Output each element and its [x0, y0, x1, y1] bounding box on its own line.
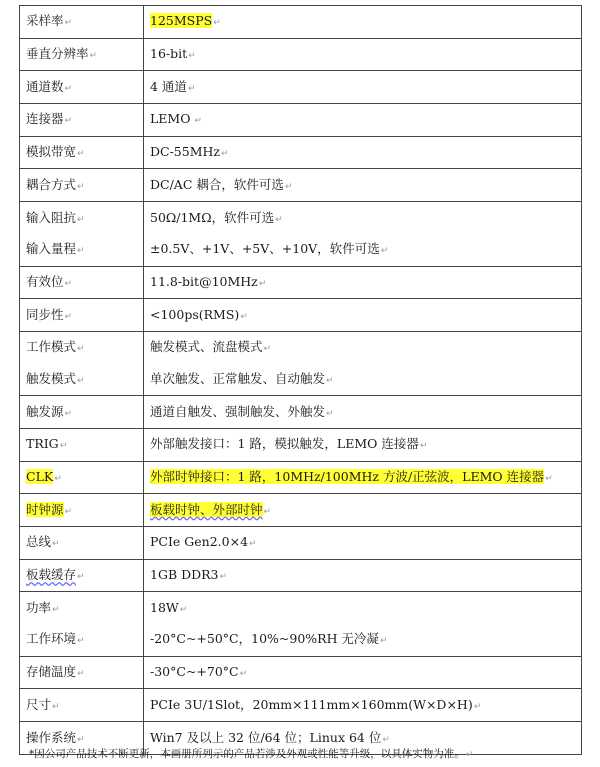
highlighted-text: 125MSPS	[150, 13, 213, 29]
row-label: 连接器↵	[20, 104, 144, 137]
row-label: 尺寸↵	[20, 689, 144, 722]
row-value: 50Ω/1MΩ，软件可选↵	[144, 202, 582, 234]
table-row	[20, 104, 582, 137]
row-label: 工作环境↵	[20, 624, 144, 656]
row-value: 16-bit↵	[144, 38, 582, 71]
row-label: 垂直分辨率↵	[20, 38, 144, 71]
table-row	[20, 331, 582, 363]
row-value: LEMO ↵	[144, 104, 582, 137]
row-value: PCIe Gen2.0×4↵	[144, 527, 582, 560]
row-value: 4 通道↵	[144, 71, 582, 104]
table-row	[20, 656, 582, 689]
table-row	[20, 71, 582, 104]
table-row	[20, 527, 582, 560]
row-value: DC-55MHz↵	[144, 136, 582, 169]
footnote: *因公司产品技术不断更新，本画册所列示的产品若涉及外观或性能等升级，以具体实物为准。↵	[29, 748, 474, 760]
table-row	[20, 364, 582, 396]
row-value: 外部触发接口：1 路，模拟触发，LEMO 连接器↵	[144, 428, 582, 461]
row-value: 外部时钟接口：1 路，10MHz/100MHz 方波/正弦波，LEMO 连接器↵	[144, 461, 582, 494]
row-label: 有效位↵	[20, 266, 144, 299]
highlighted-text: 板载时钟、外部时钟	[150, 501, 263, 517]
table-row	[20, 6, 582, 39]
table-row	[20, 494, 582, 527]
row-value: ±0.5V、+1V、+5V、+10V，软件可选↵	[144, 234, 582, 266]
row-value: <100ps(RMS)↵	[144, 299, 582, 332]
table-row	[20, 202, 582, 234]
row-label: 同步性↵	[20, 299, 144, 332]
row-label: TRIG↵	[20, 428, 144, 461]
table-row	[20, 299, 582, 332]
row-label: 触发源↵	[20, 396, 144, 429]
row-label: 通道数↵	[20, 71, 144, 104]
table-row	[20, 689, 582, 722]
table-row	[20, 428, 582, 461]
row-label: 时钟源↵	[20, 494, 144, 527]
row-label: 模拟带宽↵	[20, 136, 144, 169]
row-value: 125MSPS↵	[144, 6, 582, 39]
row-label: 工作模式↵	[20, 331, 144, 363]
highlighted-text: CLK	[26, 469, 54, 485]
row-label: CLK↵	[20, 461, 144, 494]
row-label: 采样率↵	[20, 6, 144, 39]
row-value: 11.8-bit@10MHz↵	[144, 266, 582, 299]
table-row	[20, 624, 582, 656]
row-label: 操作系统↵	[20, 722, 144, 755]
spec-table	[19, 5, 582, 755]
row-label: 输入阻抗↵	[20, 202, 144, 234]
row-label: 耦合方式↵	[20, 169, 144, 202]
table-row	[20, 266, 582, 299]
table-row	[20, 396, 582, 429]
row-label: 板载缓存↵	[20, 559, 144, 592]
table-row	[20, 559, 582, 592]
table-row	[20, 169, 582, 202]
row-value: 通道自触发、强制触发、外触发↵	[144, 396, 582, 429]
row-label: 触发模式↵	[20, 364, 144, 396]
row-label: 总线↵	[20, 527, 144, 560]
row-value: 板载时钟、外部时钟↵	[144, 494, 582, 527]
row-value: 触发模式、流盘模式↵	[144, 331, 582, 363]
table-row	[20, 234, 582, 266]
row-value: 单次触发、正常触发、自动触发↵	[144, 364, 582, 396]
table-row	[20, 461, 582, 494]
table-row	[20, 38, 582, 71]
table-row	[20, 136, 582, 169]
row-label: 输入量程↵	[20, 234, 144, 266]
row-value: DC/AC 耦合，软件可选↵	[144, 169, 582, 202]
row-label: 功率↵	[20, 592, 144, 624]
row-value: Win7 及以上 32 位/64 位；Linux 64 位↵	[144, 722, 582, 755]
highlighted-text: 外部时钟接口：1 路，10MHz/100MHz 方波/正弦波，LEMO 连接器	[150, 469, 545, 485]
row-value: -30°C~+70°C↵	[144, 656, 582, 689]
row-value: -20°C~+50°C，10%~90%RH 无冷凝↵	[144, 624, 582, 656]
row-value: 1GB DDR3↵	[144, 559, 582, 592]
row-value: PCIe 3U/1Slot，20mm×111mm×160mm(W×D×H)↵	[144, 689, 582, 722]
table-row	[20, 592, 582, 624]
row-value: 18W↵	[144, 592, 582, 624]
row-label: 存储温度↵	[20, 656, 144, 689]
highlighted-text: 时钟源	[26, 501, 64, 517]
